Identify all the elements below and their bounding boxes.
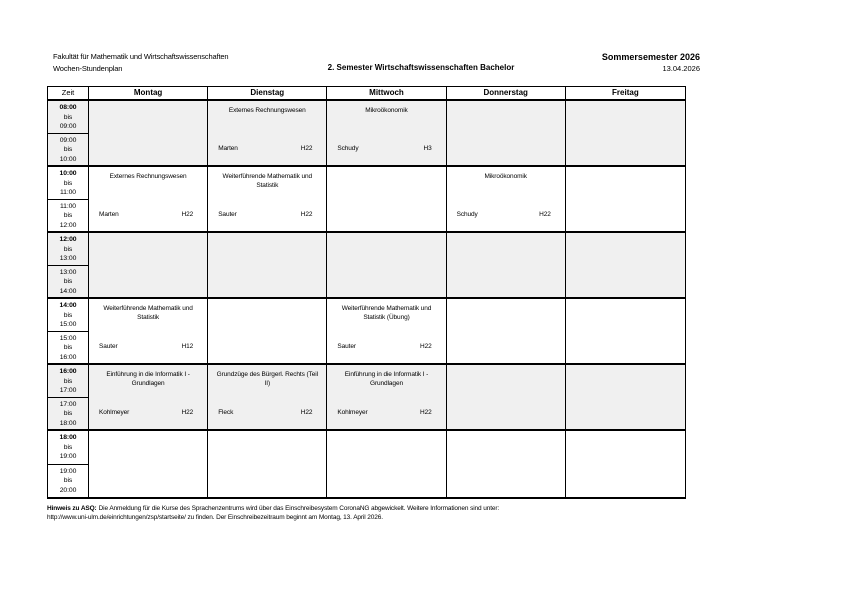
time-start: 19:00	[59, 467, 77, 475]
time-separator: bis	[63, 146, 73, 153]
footnote-label: Hinweis zu ASQ:	[47, 505, 97, 512]
column-header-donnerstag: Donnerstag	[447, 87, 566, 99]
course-title: Externes Rechnungswesen	[228, 107, 306, 114]
room-code: H22	[419, 343, 432, 350]
term-label: Sommersemester 2026	[601, 52, 700, 62]
course-meta	[89, 409, 207, 416]
time-end: 16:00	[59, 353, 77, 361]
room-code: H3	[423, 145, 432, 152]
time-column	[48, 299, 89, 363]
timetable-group-row	[48, 299, 685, 365]
timetable-group-row	[48, 233, 685, 299]
footnote-line-1	[47, 504, 627, 513]
empty-cell	[327, 167, 446, 231]
column-header-mittwoch: Mittwoch	[327, 87, 446, 99]
empty-cell	[447, 299, 566, 363]
time-separator: bis	[63, 245, 73, 253]
footnote	[47, 504, 627, 522]
empty-cell	[208, 431, 327, 497]
time-slot	[48, 167, 88, 200]
course-title: Externes Rechnungswesen	[109, 173, 187, 180]
timetable-group-row	[48, 431, 685, 497]
page-title: 2. Semester Wirtschaftswissenschaften Bachelor	[327, 63, 515, 72]
lecturer-name: Fleck	[218, 409, 234, 416]
timetable-group-row	[48, 167, 685, 233]
time-end: 12:00	[59, 221, 77, 229]
course-meta	[327, 343, 445, 350]
time-start: 16:00	[59, 368, 77, 375]
course-title: Grundzüge des Bürgerl. Rechts (Teil II)	[216, 371, 318, 387]
course-title: Weiterführende Mathematik und Statistik (Übung)	[341, 305, 432, 321]
course-title: Mikroökonomik	[484, 173, 527, 180]
empty-cell	[566, 233, 685, 297]
course-cell	[327, 365, 446, 429]
timetable-group-row	[48, 101, 685, 167]
time-slot	[48, 431, 88, 465]
time-separator: bis	[63, 443, 73, 451]
timetable-group-row	[48, 365, 685, 431]
lecturer-name: Marten	[218, 145, 238, 152]
course-meta	[208, 145, 326, 152]
timetable-body	[48, 101, 685, 497]
room-code: H12	[181, 343, 194, 350]
empty-cell	[208, 233, 327, 297]
time-end: 17:00	[59, 387, 77, 394]
time-end: 11:00	[59, 189, 76, 196]
room-code: H22	[181, 211, 194, 218]
empty-cell	[89, 431, 208, 497]
course-cell	[447, 167, 566, 231]
time-slot	[48, 332, 88, 364]
empty-cell	[208, 299, 327, 363]
course-meta	[89, 343, 207, 350]
time-column	[48, 233, 89, 297]
course-meta	[327, 145, 445, 152]
time-start: 17:00	[59, 400, 77, 408]
empty-cell	[327, 233, 446, 297]
time-column	[48, 365, 89, 429]
time-end: 14:00	[59, 287, 77, 295]
time-column	[48, 431, 89, 497]
course-meta	[327, 409, 445, 416]
time-start: 10:00	[59, 170, 77, 177]
time-separator: bis	[63, 477, 73, 484]
faculty-name: Fakultät für Mathematik und Wirtschaftswissenschaften	[53, 52, 229, 61]
time-separator: bis	[63, 344, 73, 351]
course-cell	[327, 299, 446, 363]
course-title: Einführung in die Informatik I - Grundlagen	[344, 371, 429, 387]
lecturer-name: Sauter	[337, 343, 356, 350]
footnote-text: Die Anmeldung für die Kurse des Sprachenzentrums wird über das Einschreibesystem CoronaNG abgewickelt. Weitere Informationen sind unter:	[98, 505, 500, 512]
course-meta	[208, 409, 326, 416]
footnote-line-2: http://www.uni-ulm.de/einrichtungen/zsp/startseite/ zu finden. Der Einschreibezeitraum beginnt am Montag, 13. April 2026.	[47, 514, 383, 521]
time-column	[48, 101, 89, 165]
time-slot	[48, 398, 88, 430]
empty-cell	[327, 431, 446, 497]
time-column	[48, 167, 89, 231]
lecturer-name: Kohlmeyer	[99, 409, 130, 416]
empty-cell	[447, 101, 566, 165]
empty-cell	[566, 365, 685, 429]
course-title: Einführung in die Informatik I - Grundlagen	[106, 371, 190, 387]
time-start: 18:00	[59, 434, 77, 441]
empty-cell	[566, 101, 685, 165]
course-title: Weiterführende Mathematik und Statistik	[222, 173, 313, 189]
plan-type-label: Wochen-Stundenplan	[53, 64, 123, 73]
time-slot	[48, 266, 88, 298]
time-separator: bis	[63, 377, 73, 385]
time-end: 18:00	[59, 419, 77, 427]
room-code: H22	[300, 409, 313, 416]
column-header-montag: Montag	[89, 87, 208, 99]
course-cell	[327, 101, 446, 165]
time-separator: bis	[63, 212, 73, 219]
lecturer-name: Schudy	[337, 145, 359, 152]
empty-cell	[89, 233, 208, 297]
column-header-freitag: Freitag	[612, 88, 639, 97]
time-separator: bis	[63, 179, 73, 187]
empty-cell	[447, 431, 566, 497]
time-end: 15:00	[59, 321, 77, 328]
empty-cell	[447, 233, 566, 297]
empty-cell	[566, 167, 685, 231]
room-code: H22	[300, 145, 313, 152]
time-start: 15:00	[59, 334, 77, 342]
room-code: H22	[539, 211, 551, 218]
room-code: H22	[181, 409, 194, 416]
time-slot	[48, 465, 88, 498]
room-code: H22	[419, 409, 432, 416]
course-cell	[208, 167, 327, 231]
time-slot	[48, 200, 88, 232]
time-separator: bis	[63, 278, 73, 285]
lecturer-name: Schudy	[456, 211, 478, 218]
course-title: Weiterführende Mathematik und Statistik	[103, 305, 193, 321]
time-start: 12:00	[59, 236, 77, 243]
lecturer-name: Sauter	[99, 343, 118, 350]
empty-cell	[89, 101, 208, 165]
time-start: 08:00	[59, 104, 77, 111]
course-cell	[89, 167, 208, 231]
time-start: 11:00	[59, 202, 76, 210]
course-cell	[208, 365, 327, 429]
time-end: 10:00	[59, 155, 77, 163]
course-title: Mikroökonomik	[365, 107, 408, 114]
course-meta	[447, 211, 565, 218]
time-slot	[48, 134, 88, 166]
document-header-right	[602, 51, 700, 75]
column-header-zeit: Zeit	[48, 87, 89, 99]
time-end: 09:00	[59, 123, 77, 130]
lecturer-name: Marten	[99, 211, 119, 218]
time-end: 20:00	[59, 486, 77, 494]
time-start: 09:00	[59, 136, 77, 144]
course-meta	[89, 211, 207, 218]
empty-cell	[566, 431, 685, 497]
time-separator: bis	[63, 410, 73, 417]
time-slot	[48, 233, 88, 266]
empty-cell	[566, 299, 685, 363]
date-label: 13.04.2026	[662, 64, 700, 73]
empty-cell	[447, 365, 566, 429]
time-slot	[48, 299, 88, 332]
time-end: 13:00	[59, 255, 77, 262]
column-header-dienstag: Dienstag	[208, 87, 327, 99]
time-start: 14:00	[59, 302, 77, 309]
course-cell	[208, 101, 327, 165]
time-slot	[48, 365, 88, 398]
weekly-timetable	[47, 86, 686, 499]
time-separator: bis	[63, 113, 73, 121]
time-separator: bis	[63, 311, 73, 319]
lecturer-name: Kohlmeyer	[337, 409, 368, 416]
course-cell	[89, 299, 208, 363]
time-start: 13:00	[59, 268, 77, 276]
lecturer-name: Sauter	[218, 211, 237, 218]
time-slot	[48, 101, 88, 134]
course-cell	[89, 365, 208, 429]
course-meta	[208, 211, 326, 218]
timetable-header-row	[48, 87, 685, 101]
room-code: H22	[300, 211, 313, 218]
time-end: 19:00	[59, 453, 77, 460]
